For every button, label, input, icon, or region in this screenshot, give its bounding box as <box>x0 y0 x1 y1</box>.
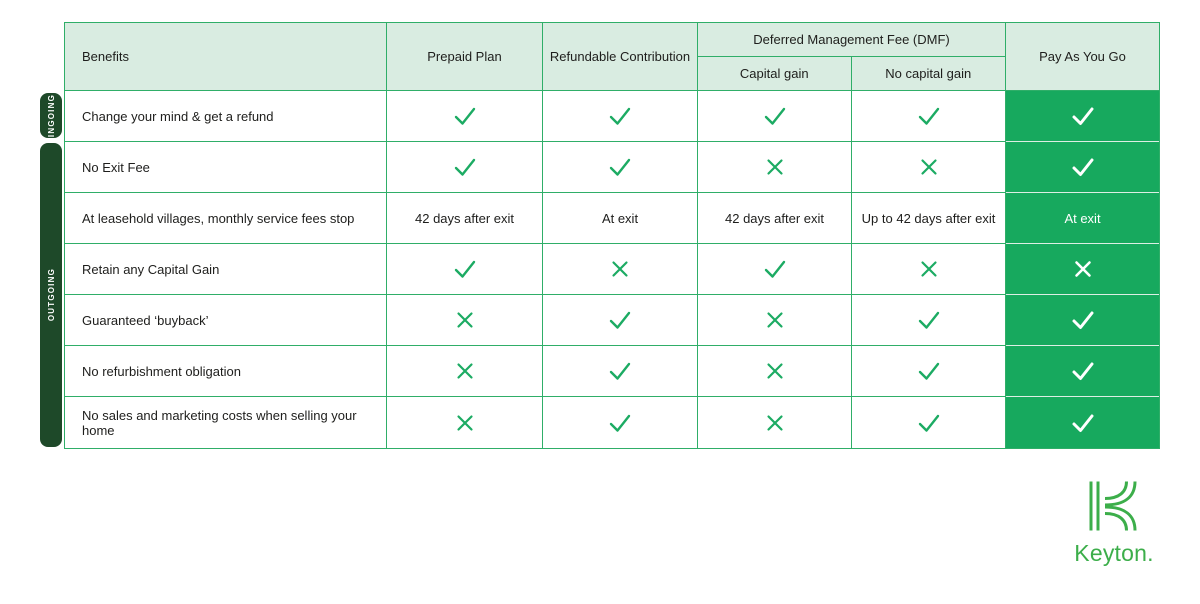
cross-icon <box>1074 260 1092 278</box>
value-cell <box>698 91 852 142</box>
table-header-row <box>65 23 1159 91</box>
benefit-label: No Exit Fee <box>65 142 387 193</box>
value-cell <box>1006 142 1159 193</box>
check-icon <box>916 105 942 127</box>
value-cell <box>852 346 1006 397</box>
ingoing-group-tab <box>40 93 62 138</box>
benefit-label: Change your mind & get a refund <box>65 91 387 142</box>
value-cell <box>852 397 1006 448</box>
check-icon <box>1070 412 1096 434</box>
value-cell <box>1006 295 1159 346</box>
value-text: 42 days after exit <box>725 210 824 226</box>
value-cell <box>543 244 698 295</box>
check-icon <box>607 412 633 434</box>
check-icon <box>607 105 633 127</box>
benefits-column-header: Benefits <box>65 23 387 90</box>
capital-gain-subheader: Capital gain <box>698 57 852 90</box>
value-cell <box>1006 193 1159 244</box>
table-row <box>65 91 1159 142</box>
value-cell <box>543 346 698 397</box>
ingoing-group-label: INGOING <box>46 93 56 138</box>
cross-icon <box>766 362 784 380</box>
value-cell <box>387 295 543 346</box>
value-text: Up to 42 days after exit <box>861 210 996 226</box>
value-cell <box>852 295 1006 346</box>
keyton-wordmark: Keyton. <box>1074 540 1154 566</box>
value-cell <box>698 295 852 346</box>
table-row <box>65 193 1159 244</box>
table-body <box>65 91 1159 448</box>
cross-icon <box>456 362 474 380</box>
check-icon <box>1070 156 1096 178</box>
cross-icon <box>766 414 784 432</box>
outgoing-group-tab <box>40 143 62 447</box>
value-cell <box>852 91 1006 142</box>
cross-icon <box>920 260 938 278</box>
cross-icon <box>456 311 474 329</box>
cross-icon <box>456 414 474 432</box>
prepaid-plan-column-header: Prepaid Plan <box>387 23 543 90</box>
value-cell <box>387 193 543 244</box>
cross-icon <box>766 158 784 176</box>
pay-as-you-go-column-header: Pay As You Go <box>1039 49 1126 64</box>
check-icon <box>1070 309 1096 331</box>
check-icon <box>452 156 478 178</box>
benefit-label: Retain any Capital Gain <box>65 244 387 295</box>
value-cell <box>1006 397 1159 448</box>
table-row <box>65 244 1159 295</box>
check-icon <box>1070 360 1096 382</box>
value-text: At exit <box>1064 210 1101 226</box>
value-cell <box>543 91 698 142</box>
value-cell <box>543 397 698 448</box>
value-cell <box>387 346 543 397</box>
keyton-k-mark-icon <box>1087 481 1141 531</box>
value-cell <box>698 142 852 193</box>
cross-icon <box>611 260 629 278</box>
benefit-label: At leasehold villages, monthly service fees stop <box>65 193 387 244</box>
table-row <box>65 346 1159 397</box>
check-icon <box>762 258 788 280</box>
no-capital-gain-subheader: No capital gain <box>885 66 972 81</box>
value-text: 42 days after exit <box>415 210 514 226</box>
value-cell <box>698 346 852 397</box>
value-cell <box>387 244 543 295</box>
table-row <box>65 295 1159 346</box>
benefit-label: No refurbishment obligation <box>65 346 387 397</box>
benefit-label: No sales and marketing costs when selling your home <box>65 397 387 448</box>
table-row <box>65 397 1159 448</box>
check-icon <box>452 105 478 127</box>
value-cell <box>698 244 852 295</box>
check-icon <box>452 258 478 280</box>
cross-icon <box>766 311 784 329</box>
benefit-label: Guaranteed ‘buyback’ <box>65 295 387 346</box>
benefits-comparison-table <box>64 22 1160 449</box>
check-icon <box>916 360 942 382</box>
value-cell <box>1006 91 1159 142</box>
value-cell <box>387 142 543 193</box>
check-icon <box>916 412 942 434</box>
dmf-column-group-header <box>698 23 1006 90</box>
value-cell <box>1006 346 1159 397</box>
check-icon <box>607 156 633 178</box>
check-icon <box>762 105 788 127</box>
value-cell <box>387 397 543 448</box>
refundable-contribution-column-header: Refundable Contribution <box>543 23 698 90</box>
keyton-logo <box>1062 481 1166 567</box>
value-cell <box>543 295 698 346</box>
value-cell <box>852 142 1006 193</box>
value-text: At exit <box>601 210 639 226</box>
cross-icon <box>920 158 938 176</box>
value-cell <box>1006 244 1159 295</box>
table-row <box>65 142 1159 193</box>
check-icon <box>916 309 942 331</box>
check-icon <box>1070 105 1096 127</box>
outgoing-group-label: OUTGOING <box>46 268 56 322</box>
value-cell <box>852 193 1006 244</box>
value-cell <box>698 193 852 244</box>
value-cell <box>852 244 1006 295</box>
value-cell <box>698 397 852 448</box>
value-cell <box>387 91 543 142</box>
check-icon <box>607 360 633 382</box>
value-cell <box>543 142 698 193</box>
dmf-group-title: Deferred Management Fee (DMF) <box>698 23 1005 57</box>
check-icon <box>607 309 633 331</box>
value-cell <box>543 193 698 244</box>
